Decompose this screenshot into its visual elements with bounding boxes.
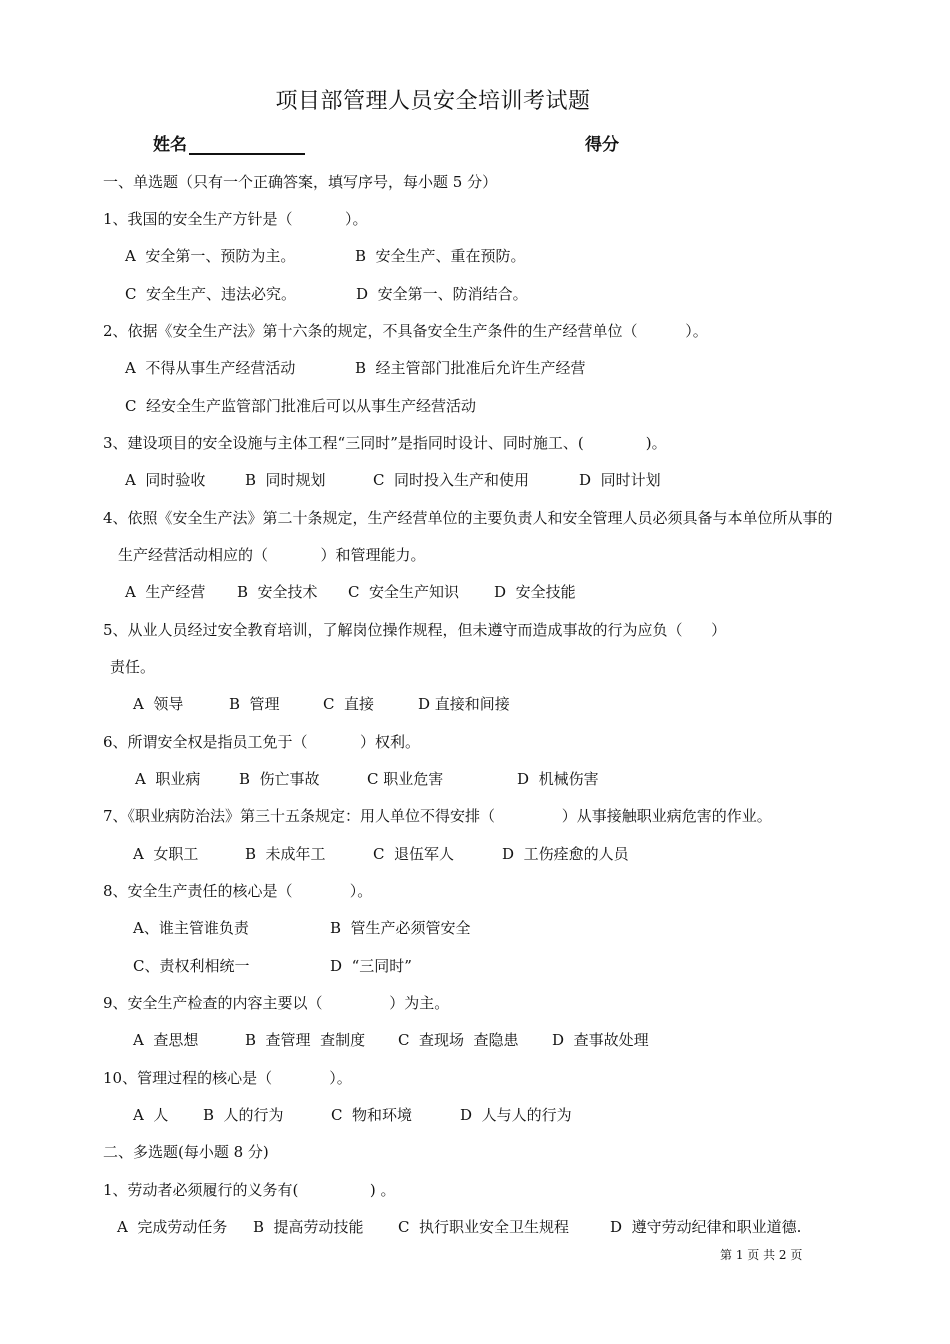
option-b: B 伤亡事故 [239,770,320,788]
option-c: C 直接 [323,695,375,713]
question-stem: 9、安全生产检查的内容主要以（ ）为主。 [103,994,450,1012]
option-d: D 机械伤害 [517,770,599,788]
exam-title: 项目部管理人员安全培训考试题 [275,89,591,114]
option-c: C 职业危害 [367,770,444,788]
option-c: C 经安全生产监管部门批准后可以从事生产经营活动 [125,397,477,415]
question-stem: 7、《职业病防治法》第三十五条规定：用人单位不得安排（ ）从事接触职业病危害的作业。 [103,807,772,825]
question-stem: 4、依照《安全生产法》第二十条规定，生产经营单位的主要负责人和安全管理人员必须具备与本单位所从事的 [103,509,833,527]
question-stem: 5、从业人员经过安全教育培训，了解岗位操作规程，但未遵守而造成事故的行为应负（ ） [103,621,727,639]
option-a: A 职业病 [135,770,201,788]
section2-heading: 二、多选题(每小题 8 分) [103,1143,269,1161]
option-d: D 安全技能 [494,583,576,601]
option-d: D 人与人的行为 [460,1106,572,1124]
option-b: B 查管理 查制度 [245,1031,366,1049]
option-c: C 同时投入生产和使用 [373,471,530,489]
option-d: D 同时计划 [579,471,661,489]
option-a: A 查思想 [133,1031,199,1049]
option-b: B 提高劳动技能 [253,1218,364,1236]
question-stem: 10、管理过程的核心是（ ）。 [103,1069,352,1087]
option-d: D 工伤痊愈的人员 [502,845,629,863]
question-stem: 1、劳动者必须履行的义务有( ) 。 [103,1181,396,1199]
name-field [153,130,305,155]
question-stem: 2、依据《安全生产法》第十六条的规定，不具备安全生产条件的生产经营单位（ ）。 [103,322,708,340]
option-d: D 查事故处理 [552,1031,649,1049]
option-d: D 遵守劳动纪律和职业道德. [610,1218,802,1236]
option-d: D “三同时” [330,957,412,975]
option-c: C 安全生产、违法必究。 [125,285,297,303]
option-b: B 人的行为 [203,1106,284,1124]
option-c: C、责权利相统一 [133,957,250,975]
option-d: D 直接和间接 [418,695,510,713]
question-stem: 1、我国的安全生产方针是（ ）。 [103,210,368,228]
question-stem: 8、安全生产责任的核心是（ ）。 [103,882,373,900]
option-b: B 安全生产、重在预防。 [355,247,526,265]
section1-heading: 一、单选题（只有一个正确答案，填写序号，每小题 5 分） [103,173,498,191]
option-b: B 管生产必须管安全 [330,919,471,937]
option-a: A 生产经营 [125,583,206,601]
option-c: C 查现场 查隐患 [398,1031,519,1049]
score-label: 得分 [585,135,619,155]
option-a: A 领导 [133,695,184,713]
name-label: 姓名 [153,135,187,155]
option-c: C 执行职业安全卫生规程 [398,1218,570,1236]
question-stem-continued: 生产经营活动相应的（ ）和管理能力。 [118,546,426,564]
option-b: B 同时规划 [245,471,326,489]
option-a: A 完成劳动任务 [117,1218,228,1236]
option-a: A 人 [133,1106,169,1124]
option-d: D 安全第一、防消结合。 [356,285,528,303]
option-a: A、谁主管谁负责 [133,919,249,937]
question-stem-continued: 责任。 [110,658,156,676]
option-c: C 安全生产知识 [348,583,460,601]
question-stem: 3、建设项目的安全设施与主体工程“三同时”是指同时设计、同时施工、( )。 [103,434,667,452]
question-stem: 6、所谓安全权是指员工免于（ ）权利。 [103,733,420,751]
option-b: B 经主管部门批准后允许生产经营 [355,359,586,377]
option-a: A 同时验收 [125,471,206,489]
page-number: 第 1 页 共 2 页 [720,1248,803,1262]
option-b: B 未成年工 [245,845,326,863]
option-c: C 退伍军人 [373,845,455,863]
option-b: B 管理 [229,695,280,713]
name-blank-line [189,137,305,155]
option-c: C 物和环境 [331,1106,413,1124]
option-b: B 安全技术 [237,583,318,601]
option-a: A 不得从事生产经营活动 [125,359,296,377]
option-a: A 安全第一、预防为主。 [125,247,296,265]
option-a: A 女职工 [133,845,199,863]
